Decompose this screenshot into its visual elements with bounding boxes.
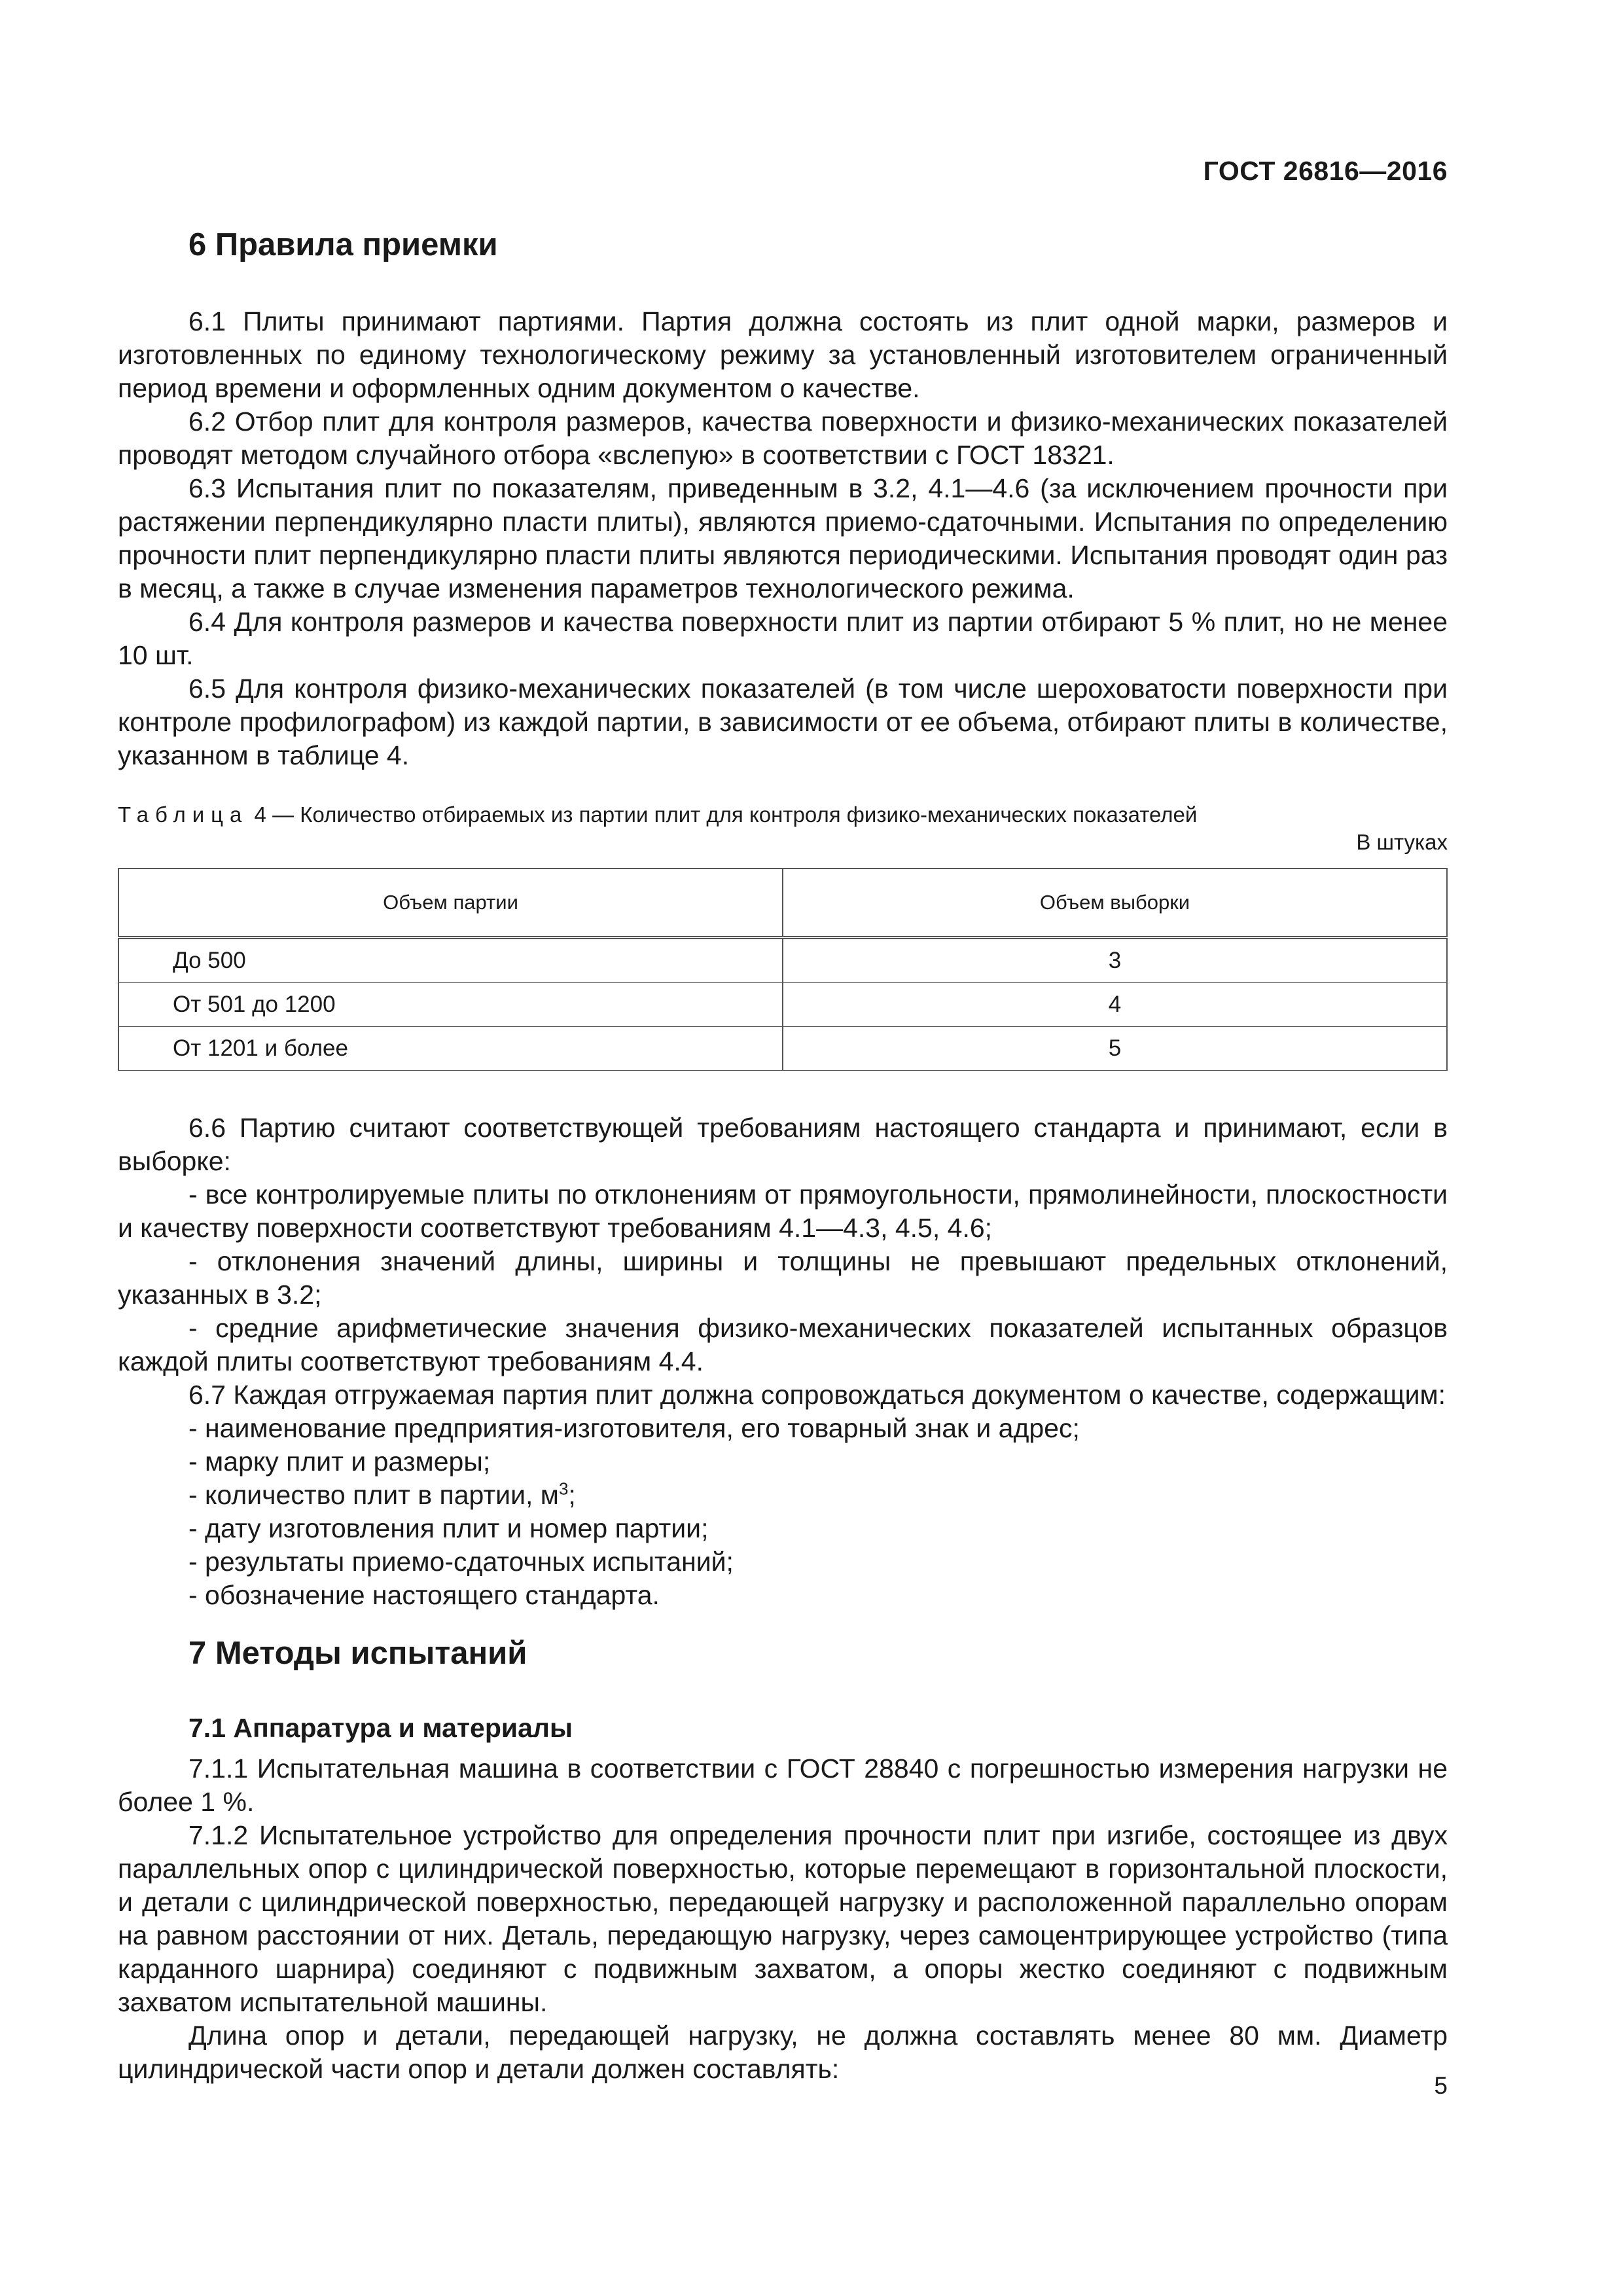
list-item: - наименование предприятия-изготовителя, его товарный знак и адрес; xyxy=(188,1412,1080,1443)
page-content xyxy=(118,226,1448,2086)
cell-sample-volume: 5 xyxy=(783,1026,1447,1070)
paragraph-6-7: 6.7 Каждая отгружаемая партия плит должна сопровождаться документом о качестве, содержащим: xyxy=(188,1379,1446,1410)
subsection-7-1-title: 7.1 Аппаратура и материалы xyxy=(188,1712,573,1743)
table-row xyxy=(118,982,1447,1026)
table-row xyxy=(118,1026,1447,1070)
list-item: - отклонения значений длины, ширины и толщины не превышают предельных отклонений, указанных в 3.2; xyxy=(118,1246,1448,1310)
list-item: - марку плит и размеры; xyxy=(188,1446,491,1477)
header-sample-volume: Объем выборки xyxy=(783,869,1447,938)
paragraph-7-1-1: 7.1.1 Испытательная машина в соответствии с ГОСТ 28840 с погрешностью измерения нагрузки не более 1 %. xyxy=(118,1753,1448,1817)
cell-lot-volume: От 1201 и более xyxy=(118,1026,783,1070)
table-caption-label: Таблица xyxy=(118,802,249,827)
section-7-title: 7 Методы испытаний xyxy=(188,1635,527,1671)
list-item: - обозначение настоящего стандарта. xyxy=(188,1579,660,1610)
table-4-caption xyxy=(118,801,1448,829)
paragraph-6-2: 6.2 Отбор плит для контроля размеров, качества поверхности и физико-механических показателей проводят методом случайного отбора «вслепую» в соответствии с ГОСТ 18321. xyxy=(118,406,1448,470)
paragraph-6-4: 6.4 Для контроля размеров и качества поверхности плит из партии отбирают 5 % плит, но не менее 10 шт. xyxy=(118,606,1448,670)
paragraph-6-1: 6.1 Плиты принимают партиями. Партия должна состоять из плит одной марки, размеров и изготовленных по единому технологическому режиму за установленный изготовителем ограниченный период времени и оформленных одним документом о качестве. xyxy=(118,306,1448,403)
paragraph-7-1-2: 7.1.2 Испытательное устройство для определения прочности плит при изгибе, состоящее из двух параллельных опор с цилиндрической поверхностью, которые перемещают в горизонтальной плоскости, и детали с цилиндрической поверхностью, передающей нагрузку и расположенной параллельно опорам на равном расстоянии от них. Деталь, передающую нагрузку, через самоцентрирующее устройство (типа карданного шарнира) соединяют с подвижным захватом, а опоры жестко соединяют с подвижным захватом испытательной машины. xyxy=(118,1820,1448,2017)
table-caption-text: 4 — Количество отбираемых из партии плит для контроля физико-механических показателей xyxy=(248,802,1198,827)
cell-sample-volume: 4 xyxy=(783,982,1447,1026)
list-item: - все контролируемые плиты по отклонениям от прямоугольности, прямолинейности, плоскостности и качеству поверхности соответствуют требованиям 4.1—4.3, 4.5, 4.6; xyxy=(118,1179,1448,1243)
list-item-text: - количество плит в партии, м xyxy=(188,1479,559,1510)
section-6-title: 6 Правила приемки xyxy=(188,227,498,262)
table-row xyxy=(118,937,1447,982)
list-item: - дату изготовления плит и номер партии; xyxy=(188,1513,709,1543)
list-item-end: ; xyxy=(568,1479,576,1510)
table-4 xyxy=(118,868,1448,1071)
table-header-row xyxy=(118,869,1447,938)
header-lot-volume: Объем партии xyxy=(118,869,783,938)
list-item: - результаты приемо-сдаточных испытаний; xyxy=(188,1546,734,1577)
paragraph-7-1-2-continued: Длина опор и детали, передающей нагрузку, не должна составлять менее 80 мм. Диаметр цилиндрической части опор и детали должен составлять: xyxy=(118,2020,1448,2084)
paragraph-6-5: 6.5 Для контроля физико-механических показателей (в том числе шероховатости поверхности при контроле профилографом) из каждой партии, в зависимости от ее объема, отбирают плиты в количестве, указанном в таблице 4. xyxy=(118,673,1448,770)
document-code: ГОСТ 26816—2016 xyxy=(1203,156,1448,186)
superscript: 3 xyxy=(558,1479,569,1499)
page-number: 5 xyxy=(1434,2072,1448,2099)
list-item: - средние арифметические значения физико-механических показателей испытанных образцов каждой плиты соответствуют требованиям 4.4. xyxy=(118,1312,1448,1376)
table-units: В штуках xyxy=(1356,829,1448,854)
cell-lot-volume: От 501 до 1200 xyxy=(118,982,783,1026)
paragraph-6-3: 6.3 Испытания плит по показателям, приведенным в 3.2, 4.1—4.6 (за исключением прочности при растяжении перпендикулярно пласти плиты), являются приемо-сдаточными. Испытания по определению прочности плит перпендикулярно пласти плиты являются периодическими. Испытания проводят один раз в месяц, а также в случае изменения параметров технологического режима. xyxy=(118,473,1448,603)
paragraph-6-6: 6.6 Партию считают соответствующей требованиям настоящего стандарта и принимают, если в выборке: xyxy=(118,1112,1448,1176)
cell-sample-volume: 3 xyxy=(783,937,1447,982)
list-item xyxy=(118,1479,1448,1512)
cell-lot-volume: До 500 xyxy=(118,937,783,982)
